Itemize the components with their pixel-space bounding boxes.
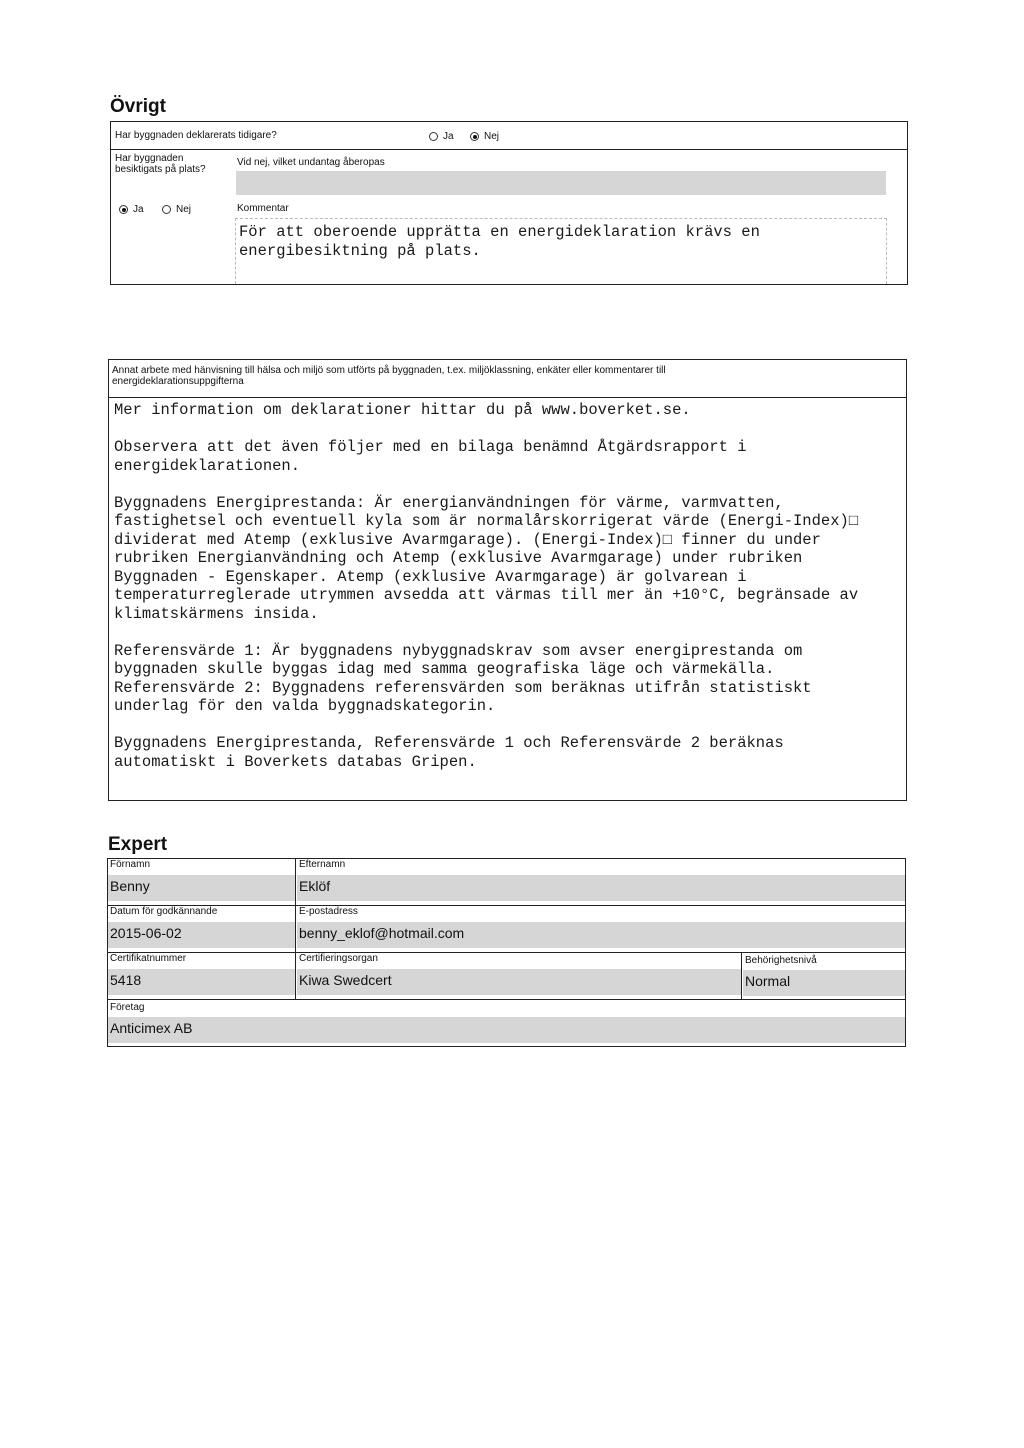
comment-label: Kommentar <box>237 203 289 214</box>
niva-label: Behörighetsnivå <box>745 955 817 966</box>
inspected-question: Har byggnaden besiktigats på plats? <box>115 153 206 175</box>
radio-checked-icon <box>119 205 128 214</box>
org-cell <box>297 953 742 999</box>
exception-field[interactable] <box>236 171 886 195</box>
comment-field[interactable] <box>235 218 887 284</box>
foretag-field[interactable]: Anticimex AB <box>108 1017 905 1043</box>
inspected-nej-option[interactable]: Nej <box>162 201 191 218</box>
inspected-ja-option[interactable]: Ja <box>119 201 148 218</box>
datum-field[interactable]: 2015-06-02 <box>108 922 295 948</box>
epost-cell <box>297 906 905 952</box>
annat-box <box>108 359 907 801</box>
declared-radio-group <box>429 128 499 146</box>
efternamn-field[interactable]: Eklöf <box>297 875 905 901</box>
comment-text: För att oberoende upprätta en energideklaration krävs en energibesiktning på plats. <box>239 223 770 260</box>
niva-cell <box>743 953 905 999</box>
foretag-label: Företag <box>110 1002 145 1013</box>
annat-paragraph: Byggnadens Energiprestanda: Är energianvändningen för värme, varmvatten, fastighetsel och eventuell kyla som är normalårskorrigerat värde (Energi-Index)□ dividerat med Atemp (exklusive Avarmgarage). (Energi-Index)□ finner du under rubriken Energianvändning och Atemp (exklusive Avarmgarage) under rubriken Byggnaden - Egenskaper. Atemp (exklusive Avarmgarage) är golvarean i temperaturreglerade utrymmen avsedda att värmas till mer än +10°C, begränsade av klimatskärmens insida. <box>114 493 868 623</box>
declared-question: Har byggnaden deklarerats tidigare? <box>115 130 277 141</box>
declared-ja-option[interactable]: Ja <box>429 128 458 145</box>
efternamn-label: Efternamn <box>299 859 346 870</box>
fornamn-cell <box>108 859 296 905</box>
ovrigt-title: Övrigt <box>110 96 166 117</box>
cert-field[interactable]: 5418 <box>108 969 295 995</box>
expert-box <box>107 858 906 1047</box>
epost-field[interactable]: benny_eklof@hotmail.com <box>297 922 905 948</box>
inspected-radio-group <box>119 201 191 219</box>
annat-paragraph: Observera att det även följer med en bilaga benämnd Åtgärdsrapport i energideklarationen. <box>114 438 756 475</box>
datum-label: Datum för godkännande <box>110 906 218 917</box>
org-label: Certifieringsorgan <box>299 953 378 964</box>
divider <box>109 397 906 398</box>
niva-field[interactable]: Normal <box>743 970 905 996</box>
epost-label: E-postadress <box>299 906 358 917</box>
foretag-cell <box>108 1000 905 1046</box>
exception-label: Vid nej, vilket undantag åberopas <box>237 157 385 168</box>
fornamn-label: Förnamn <box>110 859 151 870</box>
annat-paragraph: Mer information om deklarationer hittar du på www.boverket.se. <box>114 401 691 419</box>
radio-unchecked-icon <box>429 132 438 141</box>
radio-checked-icon <box>470 132 479 141</box>
cert-label: Certifikatnummer <box>110 953 187 964</box>
cert-cell <box>108 953 296 999</box>
annat-header: Annat arbete med hänvisning till hälsa och miljö som utförts på byggnaden, t.ex. miljöklassning, enkäter eller kommentarer till energideklarationsuppgifterna <box>112 365 666 387</box>
org-field[interactable]: Kiwa Swedcert <box>297 969 741 995</box>
expert-title: Expert <box>108 834 168 855</box>
annat-paragraph: Referensvärde 1: Är byggnadens nybyggnadskrav som avser energiprestanda om byggnaden skulle byggas idag med samma geografiska läge och värmekälla. Referensvärde 2: Byggnadens referensvärden som beräknas utifrån statistiskt underlag för den valda byggnadskategorin. <box>114 641 812 715</box>
annat-paragraph: Byggnadens Energiprestanda, Referensvärde 1 och Referensvärde 2 beräknas automatiskt i Boverkets databas Gripen. <box>114 734 794 771</box>
fornamn-field[interactable]: Benny <box>108 875 295 901</box>
datum-cell <box>108 906 296 952</box>
ovrigt-box <box>110 121 908 285</box>
radio-unchecked-icon <box>162 205 171 214</box>
efternamn-cell <box>297 859 905 905</box>
divider <box>111 149 907 150</box>
annat-text-field[interactable] <box>114 401 884 797</box>
declared-nej-option[interactable]: Nej <box>470 128 499 145</box>
